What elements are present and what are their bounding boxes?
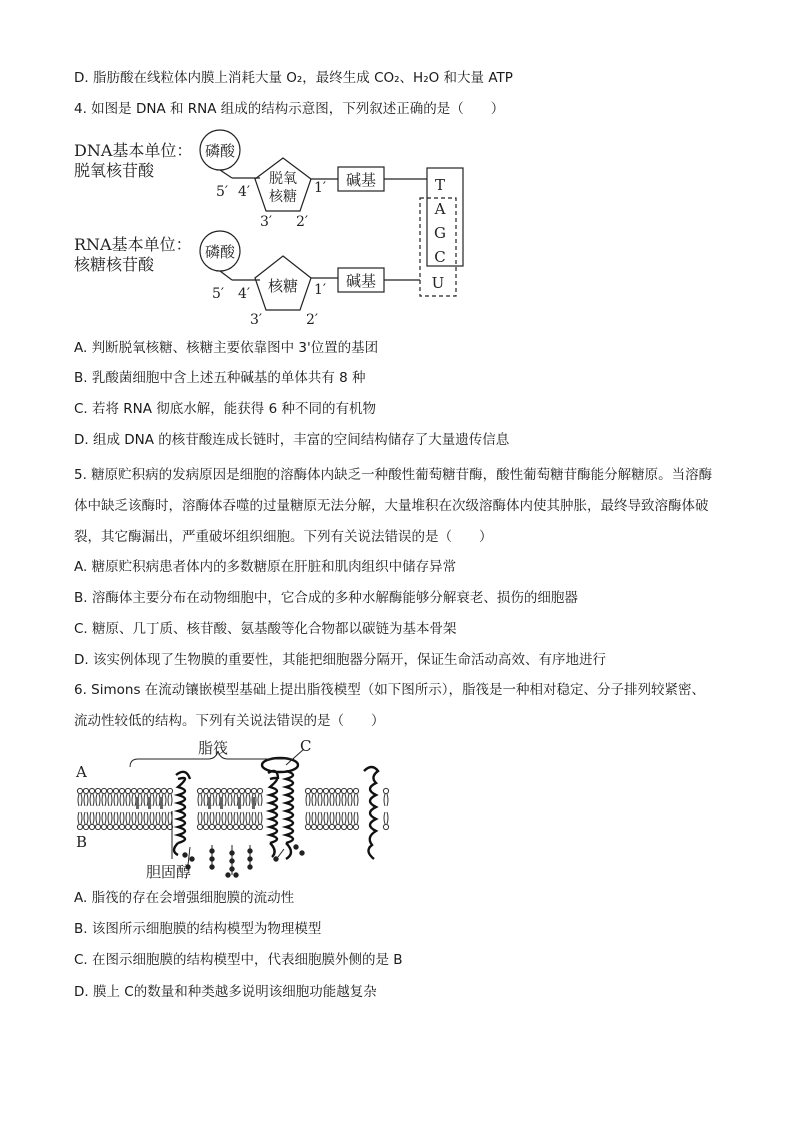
phospholipid-tail <box>198 794 202 806</box>
q6-stem-2: 流动性较低的结构。下列有关说法错误的是（ ） <box>74 713 385 729</box>
phospholipid-tail <box>210 812 214 824</box>
phospholipid-head <box>137 788 142 793</box>
phospholipid-tail <box>168 812 172 824</box>
rna-c2-label: 2′ <box>306 312 319 328</box>
phospholipid-tail <box>162 812 166 824</box>
phospholipid-head <box>155 824 160 829</box>
phospholipid-head <box>119 788 124 793</box>
phospholipid-head <box>341 824 346 829</box>
dna-c3-label: 3′ <box>260 214 273 230</box>
phospholipid-tail <box>324 794 328 806</box>
phospholipid-tail <box>150 812 154 824</box>
dna-c5-label: 5′ <box>216 184 229 200</box>
ribose-label: 核糖 <box>267 277 299 295</box>
dna-title-line2: 脱氧核苷酸 <box>74 161 155 180</box>
phospholipid-head <box>131 788 136 793</box>
label-c: C <box>300 737 312 755</box>
phospholipid-tail <box>78 812 82 824</box>
phospholipid-tail <box>144 794 148 806</box>
phospholipid-head <box>323 824 328 829</box>
phospholipid-tail <box>108 812 112 824</box>
phospholipid-tail <box>348 794 352 806</box>
phospholipid-head <box>257 824 262 829</box>
cholesterol-molecule <box>238 797 241 809</box>
phospholipid-tail <box>156 794 160 806</box>
cholesterol-molecule <box>252 797 255 809</box>
phospholipid-tail <box>330 812 334 824</box>
phospholipid-tail <box>108 794 112 806</box>
label-a: A <box>76 763 87 781</box>
phospholipid-tail <box>96 812 100 824</box>
phospholipid-head <box>353 824 358 829</box>
phospholipid-head <box>383 788 388 793</box>
phospholipid-tail <box>204 812 208 824</box>
phospholipid-tail <box>168 794 172 806</box>
phospholipid-head <box>317 824 322 829</box>
phospholipid-tail <box>138 812 142 824</box>
rna-title-line2: 核糖核苷酸 <box>74 255 155 274</box>
phospholipid-head <box>305 824 310 829</box>
phospholipid-head <box>83 788 88 793</box>
phospholipid-tail <box>132 812 136 824</box>
phospholipid-tail <box>246 794 250 806</box>
q5-option-c: C. 糖原、几丁质、核苷酸、氨基酸等化合物都以碳链为基本骨架 <box>74 621 457 637</box>
phospholipid-head <box>203 824 208 829</box>
dna-rna-structure-diagram <box>70 128 470 328</box>
phospholipid-head <box>77 788 82 793</box>
phospholipid-head <box>239 788 244 793</box>
phospholipid-tail <box>324 812 328 824</box>
phospholipid-head <box>149 824 154 829</box>
cholesterol-molecule <box>208 797 211 809</box>
q5-option-b: B. 溶酶体主要分布在动物细胞中，它合成的多种水解酶能够分解衰老、损伤的细胞器 <box>74 590 578 606</box>
base-u: U <box>431 274 445 292</box>
phospholipid-head <box>107 824 112 829</box>
phospholipid-tail <box>120 794 124 806</box>
phospholipid-tail <box>330 794 334 806</box>
phospholipid-head <box>113 788 118 793</box>
phospholipid-tail <box>342 812 346 824</box>
phospholipid-tail <box>102 812 106 824</box>
phospholipid-head <box>317 788 322 793</box>
deoxyribose-label-1: 脱氧 <box>269 171 297 187</box>
phospholipid-tail <box>204 794 208 806</box>
oligosaccharide-chains <box>183 845 304 877</box>
transmembrane-protein-2 <box>268 771 278 857</box>
base-g: G <box>434 224 446 242</box>
phospholipid-head <box>125 824 130 829</box>
phospholipid-head <box>323 788 328 793</box>
phospholipid-bilayer <box>77 788 388 829</box>
phospholipid-head <box>251 788 256 793</box>
label-b: B <box>76 833 88 851</box>
phospholipid-head <box>161 788 166 793</box>
phospholipid-head <box>215 824 220 829</box>
phospholipid-head <box>233 824 238 829</box>
phospholipid-head <box>245 824 250 829</box>
phospholipid-tail <box>306 794 310 806</box>
phospholipid-head <box>101 824 106 829</box>
phospholipid-tail <box>84 794 88 806</box>
phospholipid-head <box>89 824 94 829</box>
phospholipid-head <box>107 788 112 793</box>
q4-option-b: B. 乳酸菌细胞中含上述五种碱基的单体共有 8 种 <box>74 370 366 386</box>
transmembrane-protein-1 <box>174 772 190 855</box>
phospholipid-head <box>209 788 214 793</box>
rna-c5-label: 5′ <box>212 286 225 302</box>
q6-option-a: A. 脂筏的存在会增强细胞膜的流动性 <box>74 890 295 906</box>
q6-option-b: B. 该图所示细胞膜的结构模型为物理模型 <box>74 921 322 937</box>
phospholipid-tail <box>90 812 94 824</box>
phospholipid-tail <box>258 812 262 824</box>
phospholipid-tail <box>102 794 106 806</box>
phospholipid-head <box>257 788 262 793</box>
phospholipid-tail <box>234 794 238 806</box>
phospholipid-head <box>227 788 232 793</box>
phospholipid-tail <box>318 794 322 806</box>
rna-c1-label: 1′ <box>314 282 327 298</box>
phospholipid-head <box>233 788 238 793</box>
phospholipid-tail <box>336 794 340 806</box>
phospholipid-tail <box>258 794 262 806</box>
rna-base-label: 碱基 <box>345 272 377 290</box>
q5-option-d: D. 该实例体现了生物膜的重要性，其能把细胞器分隔开，保证生命活动高效、有序地进行 <box>74 652 606 668</box>
cholesterol-molecule <box>136 797 139 809</box>
dna-c1-label: 1′ <box>314 180 327 196</box>
phospholipid-tail <box>342 794 346 806</box>
q4-stem: 4. 如图是 DNA 和 RNA 组成的结构示意图，下列叙述正确的是（ ） <box>74 101 505 117</box>
phospholipid-tail <box>384 812 388 824</box>
phospholipid-head <box>197 824 202 829</box>
dna-base-label: 碱基 <box>345 171 377 189</box>
q4-option-c: C. 若将 RNA 彻底水解，能获得 6 种不同的有机物 <box>74 401 376 417</box>
phospholipid-head <box>83 824 88 829</box>
phospholipid-tail <box>96 794 100 806</box>
phospholipid-head <box>305 788 310 793</box>
phospholipid-tail <box>216 794 220 806</box>
phospholipid-tail <box>312 794 316 806</box>
phospholipid-head <box>239 824 244 829</box>
phospholipid-head <box>89 788 94 793</box>
rna-title-line1: RNA基本单位： <box>74 235 192 254</box>
phospholipid-head <box>251 824 256 829</box>
phospholipid-head <box>347 788 352 793</box>
phospholipid-tail <box>228 794 232 806</box>
cholesterol-molecule <box>220 797 223 809</box>
q5-stem: 5. 糖原贮积病的发病原因是细胞的溶酶体内缺乏一种酸性葡萄糖苷酶，酸性葡萄糖苷酶能分解糖原。当溶酶体中缺乏该酶时，溶酶体吞噬的过量糖原无法分解，大量堆积在次级溶酶体内使其肿胀，最终导致溶酶体破裂，其它酶漏出，严重破坏组织细胞。下列有关说法错误的是（ ） <box>74 467 713 545</box>
q6-option-c: C. 在图示细胞膜的结构模型中，代表细胞膜外侧的是 B <box>74 952 403 968</box>
phospholipid-head <box>95 788 100 793</box>
phospholipid-tail <box>336 812 340 824</box>
q3-option-d: D. 脂肪酸在线粒体内膜上消耗大量 O₂，最终生成 CO₂、H₂O 和大量 ATP <box>74 70 513 86</box>
phospholipid-tail <box>78 794 82 806</box>
lipid-raft-membrane-diagram <box>72 735 402 885</box>
phospholipid-tail <box>132 794 136 806</box>
phospholipid-tail <box>318 812 322 824</box>
rna-c3-label: 3′ <box>250 312 263 328</box>
phospholipid-tail <box>114 812 118 824</box>
q4-option-d: D. 组成 DNA 的核苷酸连成长链时，丰富的空间结构储存了大量遗传信息 <box>74 432 510 448</box>
phospholipid-tail <box>84 812 88 824</box>
phospholipid-tail <box>90 794 94 806</box>
phospholipid-tail <box>126 794 130 806</box>
phospholipid-tail <box>126 812 130 824</box>
phospholipid-tail <box>114 794 118 806</box>
phospholipid-head <box>161 824 166 829</box>
phospholipid-head <box>353 788 358 793</box>
base-c: C <box>434 248 446 266</box>
phospholipid-head <box>95 824 100 829</box>
dna-c2-label: 2′ <box>296 214 309 230</box>
phospholipid-tail <box>234 812 238 824</box>
phospholipid-head <box>131 824 136 829</box>
phospholipid-head <box>77 824 82 829</box>
protein-c-loop <box>262 758 298 772</box>
phospholipid-tail <box>120 812 124 824</box>
phospholipid-head <box>197 788 202 793</box>
phospholipid-head <box>311 824 316 829</box>
q5-option-a: A. 糖原贮积病患者体内的多数糖原在肝脏和肌肉组织中储存异常 <box>74 559 457 575</box>
phospholipid-tail <box>252 812 256 824</box>
phospholipid-head <box>221 824 226 829</box>
phospholipid-head <box>113 824 118 829</box>
phospholipid-tail <box>216 812 220 824</box>
phospholipid-tail <box>306 812 310 824</box>
phospholipid-head <box>215 788 220 793</box>
rna-c4-label: 4′ <box>238 286 251 302</box>
transmembrane-protein-c <box>286 771 293 859</box>
phospholipid-head <box>137 824 142 829</box>
phospholipid-head <box>143 824 148 829</box>
rna-phosphate-label: 磷酸 <box>204 243 236 261</box>
label-cholesterol: 胆固醇 <box>146 863 192 881</box>
phospholipid-tail <box>240 812 244 824</box>
phospholipid-tail <box>384 794 388 806</box>
phospholipid-head <box>329 788 334 793</box>
phospholipid-head <box>155 788 160 793</box>
deoxyribose-label-2: 核糖 <box>269 189 297 205</box>
phospholipid-tail <box>348 812 352 824</box>
phospholipid-head <box>245 788 250 793</box>
phospholipid-tail <box>312 812 316 824</box>
dna-phosphate-label: 磷酸 <box>204 142 236 160</box>
dna-c4-label: 4′ <box>238 184 251 200</box>
phospholipid-head <box>143 788 148 793</box>
dna-title-line1: DNA基本单位： <box>74 141 193 160</box>
base-t: T <box>434 176 446 194</box>
phospholipid-head <box>383 824 388 829</box>
phospholipid-head <box>341 788 346 793</box>
cholesterol-molecule <box>160 797 163 809</box>
phospholipid-tail <box>354 794 358 806</box>
cholesterol-molecule <box>148 797 151 809</box>
phospholipid-head <box>125 788 130 793</box>
q6-stem-1: 6. Simons 在流动镶嵌模型基础上提出脂筏模型（如下图所示），脂筏是一种相对稳定、分子排列较紧密、 <box>74 682 706 698</box>
phospholipid-head <box>335 824 340 829</box>
phospholipid-head <box>203 788 208 793</box>
phospholipid-head <box>227 824 232 829</box>
phospholipid-head <box>209 824 214 829</box>
phospholipid-head <box>167 788 172 793</box>
phospholipid-tail <box>246 812 250 824</box>
phospholipid-tail <box>222 812 226 824</box>
phospholipid-tail <box>228 812 232 824</box>
phospholipid-tail <box>156 812 160 824</box>
base-a: A <box>434 200 446 218</box>
phospholipid-tail <box>198 812 202 824</box>
transmembrane-protein-right <box>364 767 378 859</box>
phospholipid-head <box>149 788 154 793</box>
q4-option-a: A. 判断脱氧核糖、核糖主要依靠图中 3'位置的基团 <box>74 340 379 356</box>
phospholipid-head <box>335 788 340 793</box>
phospholipid-head <box>101 788 106 793</box>
phospholipid-head <box>221 788 226 793</box>
phospholipid-head <box>119 824 124 829</box>
phospholipid-head <box>329 824 334 829</box>
phospholipid-head <box>347 824 352 829</box>
label-lipid-raft: 脂筏 <box>198 739 229 757</box>
q6-option-d: D. 膜上 C的数量和种类越多说明该细胞功能越复杂 <box>74 984 377 1000</box>
phospholipid-head <box>311 788 316 793</box>
phospholipid-tail <box>144 812 148 824</box>
phospholipid-tail <box>354 812 358 824</box>
